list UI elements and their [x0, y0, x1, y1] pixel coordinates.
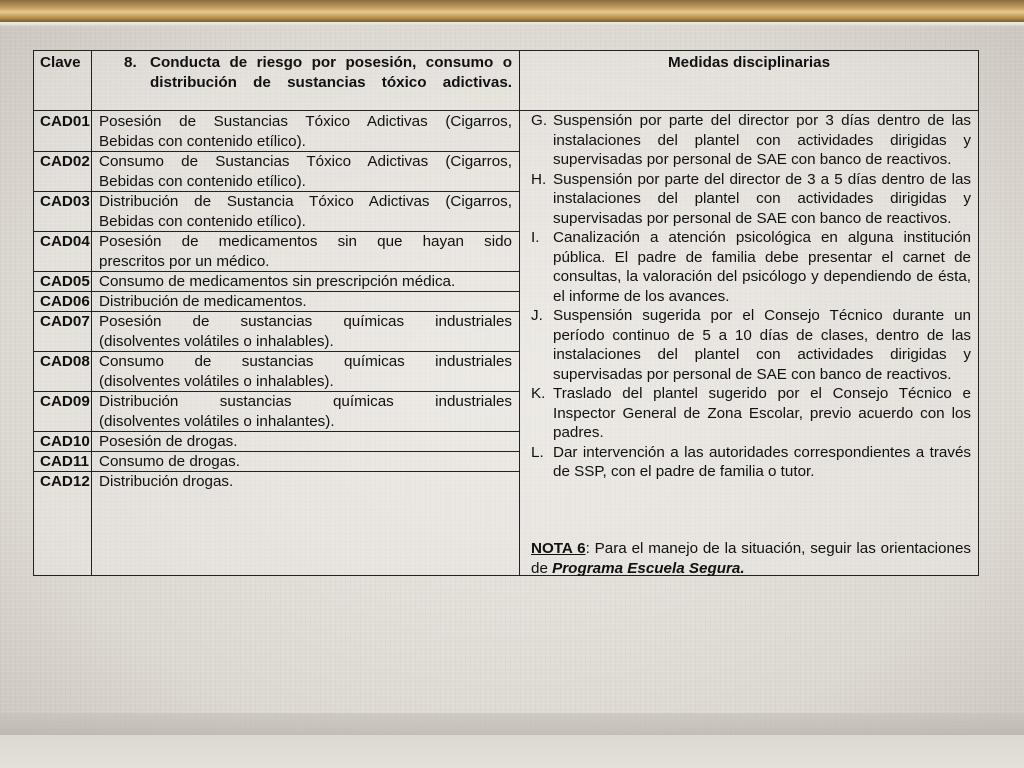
bottom-border-line: [0, 735, 1024, 768]
header-conducta-number: 8.: [124, 54, 137, 71]
measure-item: [531, 306, 971, 384]
row-conduct-line1: Consumo de Sustancias Tóxico Adictivas (Cigarros,: [99, 153, 512, 170]
nota-text: : Para el manejo de la situación, seguir las orientaciones de: [531, 540, 971, 577]
row-code: CAD12: [40, 473, 90, 490]
measure-item: [531, 111, 971, 170]
row-code: CAD03: [40, 193, 90, 210]
measure-item: [531, 228, 971, 306]
nota-paragraph: [531, 539, 971, 578]
row-conduct-line1: Distribución sustancias químicas industriales: [99, 393, 512, 410]
measure-item: [531, 170, 971, 229]
measure-item: [531, 384, 971, 443]
row-conduct-line2: Bebidas con contenido etílico).: [99, 212, 306, 230]
row-conduct-line2: (disolventes volátiles o inhalables).: [99, 372, 334, 390]
row-code: CAD09: [40, 393, 90, 410]
measure-text: Suspensión por parte del director por 3 días dentro de las instalaciones del plantel con actividades dirigidas y supervisadas por personal de SAE con banco de reactivos.: [553, 112, 971, 168]
header-clave: Clave: [40, 54, 81, 71]
column-divider: [519, 51, 520, 575]
measure-letter: J.: [531, 307, 543, 324]
row-code: CAD01: [40, 113, 90, 130]
row-code: CAD11: [40, 453, 89, 470]
bottom-band: [0, 713, 1024, 735]
row-conduct-line1: Posesión de sustancias químicas industriales: [99, 313, 512, 330]
measure-text: Traslado del plantel sugerido por el Consejo Técnico e Inspector General de Zona Escolar, previo acuerdo con los padres.: [553, 385, 971, 441]
row-conduct-line1: Distribución de Sustancia Tóxico Adictivas (Cigarros,: [99, 193, 512, 210]
measure-letter: H.: [531, 170, 547, 188]
program-name: Programa Escuela Segura.: [552, 559, 745, 577]
header-conducta: Conducta de riesgo por posesión, consumo o distribución de sustancias tóxico adictivas.: [150, 54, 512, 91]
row-conduct-line2: (disolventes volátiles o inhalables).: [99, 332, 334, 350]
measure-letter: G.: [531, 112, 548, 129]
measure-letter: K.: [531, 385, 546, 402]
row-conduct-line1: Distribución de medicamentos.: [99, 293, 307, 310]
disciplinary-table: [33, 50, 979, 576]
row-conduct-line2: Bebidas con contenido etílico).: [99, 132, 306, 150]
measure-text: Suspensión por parte del director de 3 a 5 días dentro de las instalaciones del plantel con actividades dirigidas y supervisadas por personal de SAE con banco de reactivos.: [553, 170, 971, 227]
row-code: CAD05: [40, 273, 90, 290]
measure-letter: I.: [531, 229, 540, 246]
row-code: CAD06: [40, 293, 90, 310]
row-code: CAD02: [40, 153, 90, 170]
row-conduct-line1: Posesión de Sustancias Tóxico Adictivas (Cigarros,: [99, 113, 512, 130]
header-medidas: Medidas disciplinarias: [667, 54, 831, 71]
measures-list: [531, 111, 971, 482]
row-code: CAD07: [40, 313, 90, 330]
column-divider: [91, 51, 92, 575]
measure-letter: L.: [531, 443, 544, 461]
row-conduct-line1: Consumo de medicamentos sin prescripción médica.: [99, 273, 456, 290]
measure-text: Dar intervención a las autoridades correspondientes a través de SSP, con el padre de familia o tutor.: [553, 443, 971, 480]
row-conduct-line1: Consumo de sustancias químicas industriales: [99, 353, 512, 370]
row-code: CAD08: [40, 353, 90, 370]
measure-item: [531, 443, 971, 482]
nota-label: NOTA 6: [531, 540, 586, 557]
row-conduct-line1: Distribución drogas.: [99, 473, 234, 490]
row-conduct-line2: (disolventes volátiles o inhalantes).: [99, 412, 335, 430]
row-conduct-line1: Consumo de drogas.: [99, 453, 240, 470]
row-conduct-line1: Posesión de medicamentos sin que hayan sido: [99, 233, 512, 250]
row-conduct-line2: Bebidas con contenido etílico).: [99, 172, 306, 190]
top-border-line: [0, 22, 1024, 26]
measure-text: Suspensión sugerida por el Consejo Técnico durante un período continuo de 5 a 10 días de clases, dentro de las instalaciones del plantel con actividades dirigidas y supervisadas por personal de SAE con banco de reactivos.: [553, 307, 971, 383]
top-gold-band: [0, 0, 1024, 22]
row-code: CAD10: [40, 433, 90, 450]
row-code: CAD04: [40, 233, 90, 250]
row-conduct-line2: prescritos por un médico.: [99, 252, 270, 270]
measure-text: Canalización a atención psicológica en alguna institución pública. El padre de familia debe presentar el carnet de consultas, la valoración del psicólogo y dependiendo de ésta, el informe de los avances.: [553, 229, 971, 305]
row-conduct-line1: Posesión de drogas.: [99, 433, 238, 450]
